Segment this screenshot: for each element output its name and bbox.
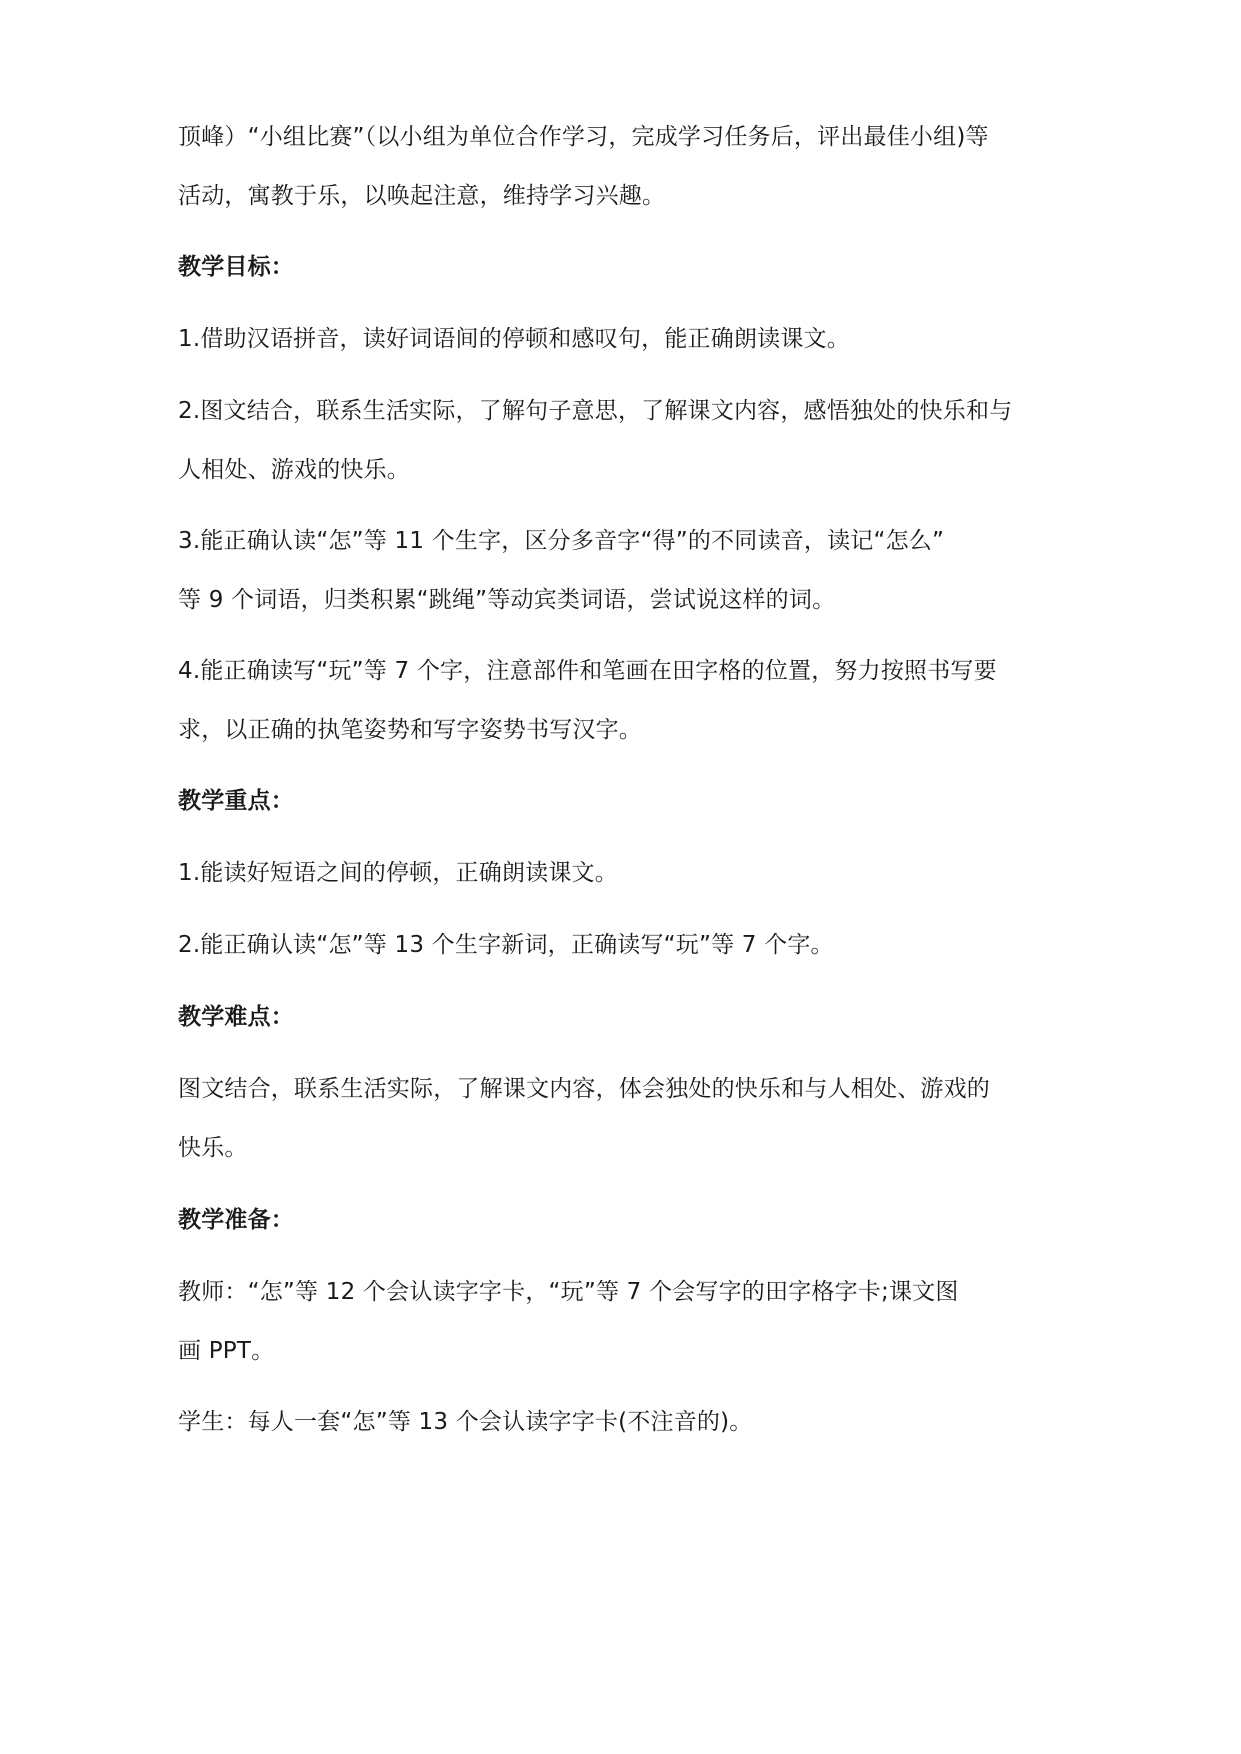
intro-line-1: 顶峰）“小组比赛”（以小组为单位合作学习，完成学习任务后，评出最佳小组)等 [178,124,989,150]
preparation-teacher-line-1: 教师：“怎”等 12 个会认读字字卡，“玩”等 7 个会写字的田字格字卡;课文图 [178,1279,959,1305]
goal-item-1: 1.借助汉语拼音，读好词语间的停顿和感叹句，能正确朗读课文。 [178,326,850,352]
goal-item-3-line-2: 等 9 个词语，归类积累“跳绳”等动宾类词语，尝试说这样的词。 [178,587,836,613]
key-point-item-1: 1.能读好短语之间的停顿，正确朗读课文。 [178,860,618,886]
key-point-item-2: 2.能正确认读“怎”等 13 个生字新词，正确读写“玩”等 7 个字。 [178,932,834,958]
goal-item-3-line-1: 3.能正确认读“怎”等 11 个生字，区分多音字“得”的不同读音，读记“怎么” [178,528,945,554]
goal-item-2-line-2: 人相处、游戏的快乐。 [178,457,410,483]
preparation-teacher-line-2: 画 PPT。 [178,1338,275,1364]
difficulties-line-1: 图文结合，联系生活实际，了解课文内容，体会独处的快乐和与人相处、游戏的 [178,1076,990,1102]
goal-item-4-line-2: 求，以正确的执笔姿势和写字姿势书写汉字。 [178,717,642,743]
preparation-student: 学生：每人一套“怎”等 13 个会认读字字卡(不注音的)。 [178,1409,753,1435]
difficulties-heading: 教学难点： [178,1004,294,1030]
teaching-goals-heading: 教学目标： [178,254,294,280]
goal-item-4-line-1: 4.能正确读写“玩”等 7 个字，注意部件和笔画在田字格的位置，努力按照书写要 [178,658,997,684]
goal-item-2-line-1: 2.图文结合，联系生活实际，了解句子意思，了解课文内容，感悟独处的快乐和与 [178,398,1013,424]
preparation-heading: 教学准备： [178,1207,294,1233]
intro-line-2: 活动，寓教于乐，以唤起注意，维持学习兴趣。 [178,183,666,209]
key-points-heading: 教学重点： [178,788,294,814]
difficulties-line-2: 快乐。 [178,1135,248,1161]
